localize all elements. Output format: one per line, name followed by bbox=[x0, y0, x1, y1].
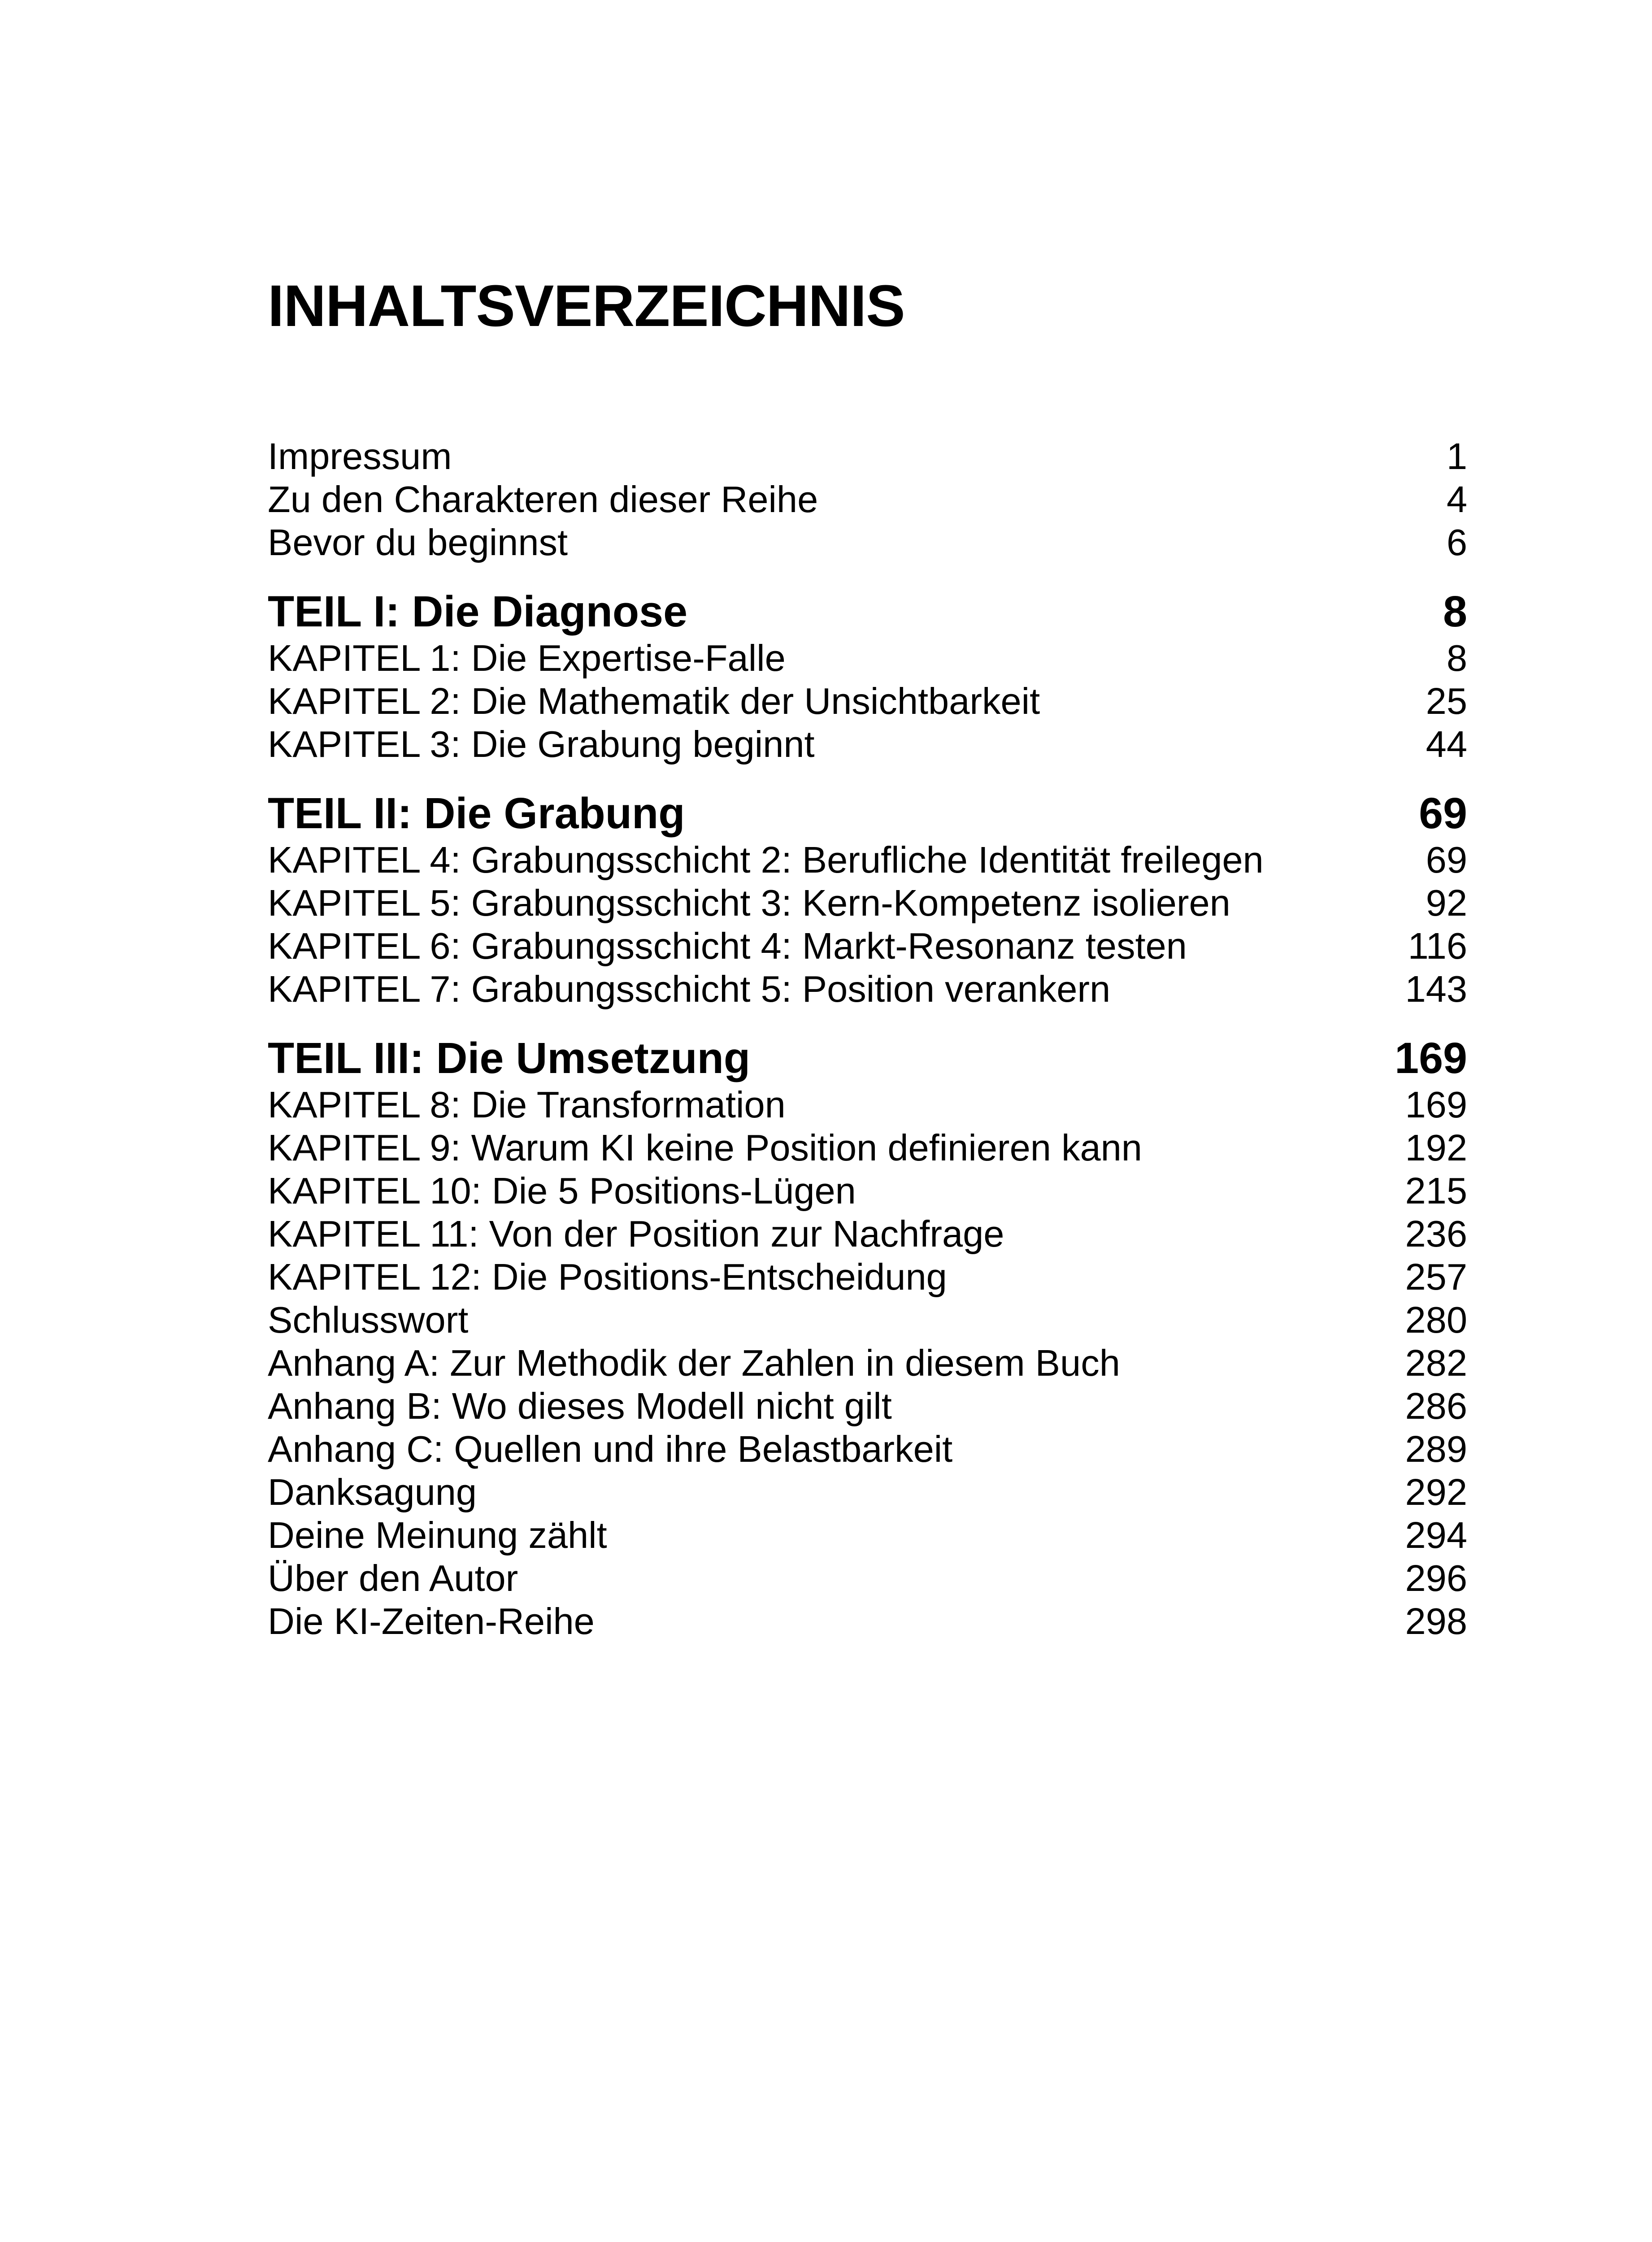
toc-entry-page: 25 bbox=[1426, 680, 1467, 722]
toc-entry-label: KAPITEL 6: Grabungsschicht 4: Markt-Resonanz testen bbox=[268, 925, 1187, 967]
toc-entry-kapitel-3 bbox=[268, 723, 1467, 766]
toc-entry-deine-meinung bbox=[268, 1514, 1467, 1557]
toc-entry-page: 8 bbox=[1446, 637, 1467, 679]
toc-entry-label: Anhang C: Quellen und ihre Belastbarkeit bbox=[268, 1428, 953, 1470]
toc-list bbox=[268, 435, 1467, 1643]
toc-entry-label: KAPITEL 5: Grabungsschicht 3: Kern-Kompetenz isolieren bbox=[268, 882, 1230, 924]
toc-entry-page: 292 bbox=[1405, 1471, 1467, 1513]
toc-part-label: TEIL I: Die Diagnose bbox=[268, 587, 688, 636]
toc-entry-kapitel-9 bbox=[268, 1126, 1467, 1169]
toc-entry-page: 44 bbox=[1426, 723, 1467, 765]
toc-entry-label: KAPITEL 3: Die Grabung beginnt bbox=[268, 723, 815, 765]
front-matter-group bbox=[268, 435, 1467, 564]
toc-part-label: TEIL II: Die Grabung bbox=[268, 789, 685, 838]
toc-entry-label: Impressum bbox=[268, 435, 452, 477]
toc-entry-kapitel-12 bbox=[268, 1256, 1467, 1299]
toc-entry-kapitel-10 bbox=[268, 1169, 1467, 1212]
toc-entry-page: 280 bbox=[1405, 1299, 1467, 1341]
toc-entry-page: 69 bbox=[1426, 839, 1467, 881]
toc-entry-page: 116 bbox=[1408, 925, 1467, 967]
part-2-group bbox=[268, 788, 1467, 1011]
toc-entry-kapitel-7 bbox=[268, 968, 1467, 1011]
toc-entry-label: KAPITEL 4: Grabungsschicht 2: Berufliche Identität freilegen bbox=[268, 839, 1264, 881]
toc-entry-page: 294 bbox=[1405, 1514, 1467, 1556]
toc-entry-label: KAPITEL 1: Die Expertise-Falle bbox=[268, 637, 786, 679]
toc-entry-label: KAPITEL 2: Die Mathematik der Unsichtbarkeit bbox=[268, 680, 1040, 722]
toc-entry-page: 4 bbox=[1446, 478, 1467, 520]
toc-entry-page: 169 bbox=[1405, 1084, 1467, 1125]
toc-entry-page: 257 bbox=[1405, 1256, 1467, 1298]
toc-entry-page: 282 bbox=[1405, 1342, 1467, 1384]
toc-entry-label: Zu den Charakteren dieser Reihe bbox=[268, 478, 818, 520]
toc-entry-label: Danksagung bbox=[268, 1471, 477, 1513]
toc-part-page: 69 bbox=[1419, 789, 1467, 838]
toc-entry-label: Bevor du beginnst bbox=[268, 521, 568, 563]
toc-entry-label: KAPITEL 11: Von der Position zur Nachfrage bbox=[268, 1213, 1004, 1255]
toc-entry-label: Anhang A: Zur Methodik der Zahlen in diesem Buch bbox=[268, 1342, 1120, 1384]
toc-part-label: TEIL III: Die Umsetzung bbox=[268, 1034, 751, 1082]
toc-entry-page: 298 bbox=[1405, 1600, 1467, 1642]
part-1-group bbox=[268, 587, 1467, 766]
toc-entry-page: 296 bbox=[1405, 1557, 1467, 1599]
toc-entry-page: 192 bbox=[1405, 1127, 1467, 1169]
toc-entry-page: 286 bbox=[1405, 1385, 1467, 1427]
toc-entry-label: KAPITEL 10: Die 5 Positions-Lügen bbox=[268, 1170, 856, 1212]
toc-entry-kapitel-2 bbox=[268, 680, 1467, 723]
toc-entry-kapitel-5 bbox=[268, 882, 1467, 925]
toc-entry-label: Schlusswort bbox=[268, 1299, 469, 1341]
toc-entry-label: Über den Autor bbox=[268, 1557, 518, 1599]
toc-entry-kapitel-6 bbox=[268, 925, 1467, 968]
toc-part-heading bbox=[268, 1033, 1467, 1083]
toc-entry-page: 143 bbox=[1405, 968, 1467, 1010]
toc-entry-danksagung bbox=[268, 1471, 1467, 1514]
toc-entry-label: Deine Meinung zählt bbox=[268, 1514, 607, 1556]
toc-entry-kapitel-1 bbox=[268, 637, 1467, 680]
toc-entry-page: 6 bbox=[1446, 521, 1467, 563]
toc-entry-kapitel-11 bbox=[268, 1212, 1467, 1256]
toc-entry-bevor-du-beginnst bbox=[268, 521, 1467, 564]
toc-entry-anhang-c bbox=[268, 1428, 1467, 1471]
toc-entry-ki-zeiten-reihe bbox=[268, 1600, 1467, 1643]
toc-entry-kapitel-8 bbox=[268, 1083, 1467, 1126]
toc-entry-label: KAPITEL 9: Warum KI keine Position definieren kann bbox=[268, 1127, 1142, 1169]
toc-entry-schlusswort bbox=[268, 1299, 1467, 1342]
toc-entry-anhang-a bbox=[268, 1342, 1467, 1385]
toc-part-heading bbox=[268, 788, 1467, 839]
toc-entry-page: 215 bbox=[1405, 1170, 1467, 1212]
toc-entry-anhang-b bbox=[268, 1385, 1467, 1428]
toc-part-heading bbox=[268, 587, 1467, 637]
toc-entry-charaktere bbox=[268, 478, 1467, 521]
toc-entry-page: 289 bbox=[1405, 1428, 1467, 1470]
toc-entry-label: Die KI-Zeiten-Reihe bbox=[268, 1600, 595, 1642]
page-title: INHALTSVERZEICHNIS bbox=[268, 273, 905, 339]
toc-part-page: 8 bbox=[1443, 587, 1467, 636]
toc-part-page: 169 bbox=[1395, 1034, 1467, 1082]
toc-entry-page: 1 bbox=[1446, 435, 1467, 477]
toc-entry-impressum bbox=[268, 435, 1467, 478]
toc-entry-page: 92 bbox=[1426, 882, 1467, 924]
toc-entry-label: KAPITEL 8: Die Transformation bbox=[268, 1084, 786, 1125]
toc-entry-kapitel-4 bbox=[268, 839, 1467, 882]
toc-entry-label: KAPITEL 7: Grabungsschicht 5: Position verankern bbox=[268, 968, 1111, 1010]
toc-entry-label: Anhang B: Wo dieses Modell nicht gilt bbox=[268, 1385, 892, 1427]
part-3-group bbox=[268, 1033, 1467, 1643]
toc-entry-ueber-den-autor bbox=[268, 1557, 1467, 1600]
toc-entry-page: 236 bbox=[1405, 1213, 1467, 1255]
toc-entry-label: KAPITEL 12: Die Positions-Entscheidung bbox=[268, 1256, 947, 1298]
